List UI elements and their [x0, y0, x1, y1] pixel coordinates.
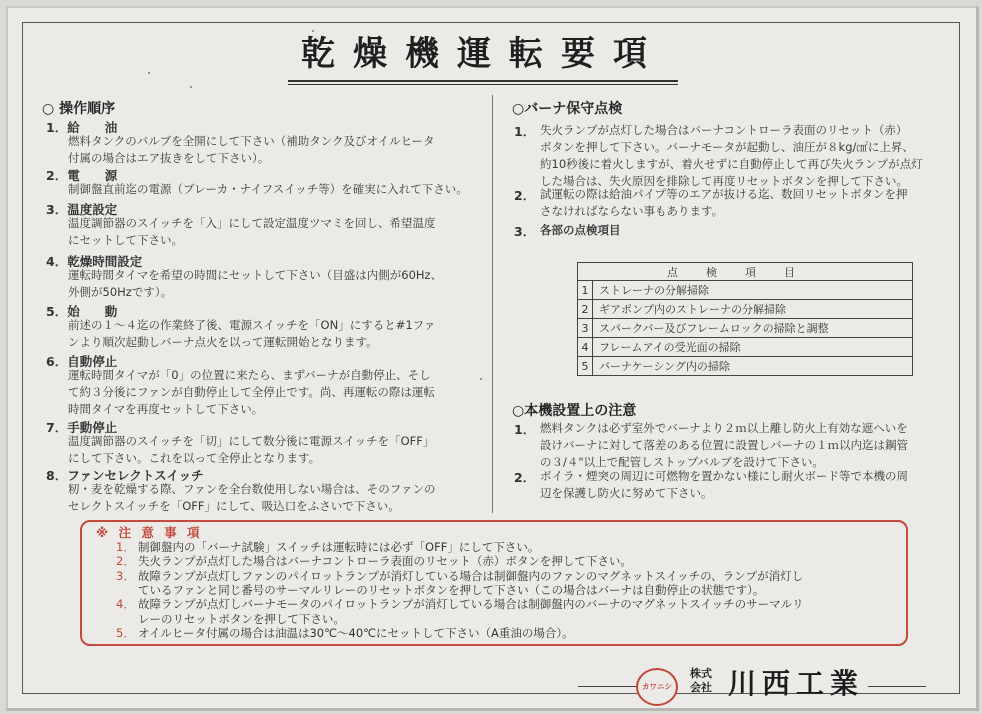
install-item-text: の３/４"以上で配管しストップバルブを設けて下さい。: [540, 455, 824, 469]
step-number: 7．手動停止: [46, 420, 118, 435]
inspection-table: [577, 262, 913, 376]
caution-number: 1．: [116, 540, 135, 554]
caution-line: [116, 597, 804, 612]
step-text: 制御盤直前迄の電源（ブレーカ・ナイフスイッチ等）を確実に入れて下さい。: [68, 182, 468, 196]
burner-item-number: 2．: [514, 188, 536, 203]
caution-line: [116, 540, 539, 555]
page-title: 乾燥機運転要項: [288, 32, 678, 82]
step-number: 6．自動停止: [46, 354, 118, 369]
caution-text: 故障ランプが点灯しファンのパイロットランプが消灯している場合は制御盤内のファンのマグネットスイッチの、ランプが消灯し: [138, 568, 804, 583]
speck: [190, 86, 192, 88]
logo-rule-left: [578, 686, 636, 687]
step-text: 温度調節器のスイッチを「入」にして設定温度ツマミを回し、希望温度: [68, 216, 436, 230]
burner-item-text: 試運転の際は給油パイプ等のエアが抜ける迄、数回リセットボタンを押: [540, 187, 908, 201]
row-item: フレームアイの受光面の掃除: [593, 338, 913, 357]
caution-number: 4．: [116, 597, 135, 612]
table-row: [578, 357, 913, 376]
company-logo: カワニシ: [636, 668, 678, 706]
caution-text: ているファンと同じ番号のサーマルリレーのリセットボタンを押して下さい（この場合はバーナは自動停止の状態です）。: [138, 582, 765, 597]
step-number: 1．給 油: [46, 120, 118, 135]
caution-title: ※ 注 意 事 項: [96, 525, 203, 540]
row-item: ストレーナの分解掃除: [593, 281, 913, 300]
row-number: 1: [578, 281, 593, 300]
company-name: 川西工業: [728, 667, 865, 700]
step-number: 2．電 源: [46, 168, 118, 183]
install-item-text: ボイラ・煙突の周辺に可燃物を置かない様にし耐火ボード等で本機の周: [540, 469, 908, 483]
speck: [148, 72, 150, 74]
step-text: 運転時間タイマを希望の時間にセットして下さい（目盛は内側が60Hz、: [68, 268, 443, 282]
burner-item-number: 1．: [514, 124, 536, 139]
caution-text: 失火ランプが点灯した場合はバーナコントローラ表面のリセット（赤）ボタンを押して下さい。: [138, 554, 632, 569]
step-text: て約３分後にファンが自動停止して全停止です。尚、再運転の際は運転: [68, 385, 435, 399]
step-text: 籾・麦を乾燥する際、ファンを全台数使用しない場合は、そのファンの: [68, 482, 436, 496]
table-row: [578, 338, 913, 357]
burner-item-text: 約10秒後に着火しますが、着火せずに自動停止して再び失火ランプが点灯: [540, 157, 923, 171]
row-number: 3: [578, 319, 593, 338]
caution-number: 3．: [116, 568, 135, 583]
burner-item-text: 各部の点検項目: [540, 223, 621, 237]
step-text: 前述の１～４迄の作業終了後、電源スイッチを「ON」にすると#1ファ: [68, 318, 436, 332]
step-number: 3．温度設定: [46, 202, 118, 217]
burner-item-text: した場合は、失火原因を排除して再度リセットボタンを押して下さい。: [540, 174, 908, 188]
caution-line: [116, 583, 764, 598]
install-item-number: 1．: [514, 422, 536, 437]
caution-line: [116, 626, 574, 641]
caution-number: 2．: [116, 554, 135, 569]
table-row: [578, 319, 913, 338]
burner-item-text: ボタンを押して下さい。バーナモータが起動し、油圧が８kg/㎠に上昇、: [540, 140, 914, 154]
inspection-table-header: 点検項目: [578, 263, 913, 281]
step-text: 温度調節器のスイッチを「切」にして数分後に電源スイッチを「OFF」: [68, 434, 435, 448]
installation-heading: ○本機設置上の注意: [512, 403, 637, 419]
table-row: [578, 281, 913, 300]
step-text: 運転時間タイマが「0」の位置に来たら、まずバーナが自動停止、そし: [68, 368, 431, 382]
caution-text: レーのリセットボタンを押して下さい。: [138, 611, 345, 626]
step-text: 燃料タンクのバルブを全開にして下さい（補助タンク及びオイルヒータ: [68, 134, 435, 148]
caution-text: 故障ランプが点灯しバーナモータのパイロットランプが消灯している場合は制御盤内のバーナのマグネットスイッチのサーマルリ: [138, 597, 804, 612]
step-number: 5．始 動: [46, 304, 118, 319]
step-text: 時間タイマを再度セットして下さい。: [68, 402, 264, 416]
install-item-number: 2．: [514, 470, 536, 485]
burner-item-text: 失火ランプが点灯した場合はバーナコントローラ表面のリセット（赤）: [540, 123, 908, 137]
caution-line: [116, 554, 632, 569]
install-item-text: 辺を保護し防火に努めて下さい。: [540, 486, 713, 500]
caution-line: [116, 569, 803, 584]
row-item: ギアポンプ内のストレーナの分解掃除: [593, 300, 913, 319]
logo-rule-right: [868, 686, 926, 687]
caution-text: オイルヒータ付属の場合は油温は30℃～40℃にセットして下さい（A重油の場合）。: [138, 625, 574, 640]
burner-item-number: 3．: [514, 224, 536, 239]
speck: [480, 378, 482, 380]
operation-heading: ○ 操作順序: [42, 101, 116, 117]
caution-text: 制御盤内の「バーナ試験」スイッチは運転時には必ず「OFF」にして下さい。: [138, 540, 540, 554]
step-number: 4．乾燥時間設定: [46, 254, 143, 269]
step-text: 外側が50Hzです）。: [68, 285, 173, 299]
step-text: ンより順次起動しバーナ点火を以って運転開始となります。: [68, 335, 378, 349]
title-underline: [288, 84, 678, 85]
row-item: バーナケーシング内の掃除: [593, 357, 913, 376]
row-number: 2: [578, 300, 593, 319]
column-divider: [492, 95, 493, 513]
row-number: 4: [578, 338, 593, 357]
speck: [312, 30, 314, 32]
row-item: スパークバー及びフレームロックの掃除と調整: [593, 319, 913, 338]
table-row: [578, 300, 913, 319]
burner-maintenance-heading: ○バーナ保守点検: [512, 101, 623, 117]
step-text: セレクトスイッチを「OFF」にして、吸込口をふさいで下さい。: [68, 499, 400, 513]
step-text: にして下さい。これを以って全停止となります。: [68, 451, 321, 465]
caution-line: [116, 612, 345, 627]
step-number: 8．ファンセレクトスイッチ: [46, 468, 204, 483]
burner-item-text: さなければならない事もあります。: [540, 204, 724, 218]
install-item-text: 設けバーナに対して落差のある位置に設置しバーナの１ｍ以内迄は鋼管: [540, 438, 908, 452]
caution-number: 5．: [116, 625, 135, 640]
install-item-text: 燃料タンクは必ず室外でバーナより２ｍ以上離し防火上有効な遮へいを: [540, 421, 908, 435]
step-text: にセットして下さい。: [68, 233, 183, 247]
company-type: 株式会社: [690, 667, 712, 694]
step-text: 付属の場合はエア抜きをして下さい）。: [68, 151, 270, 165]
row-number: 5: [578, 357, 593, 376]
